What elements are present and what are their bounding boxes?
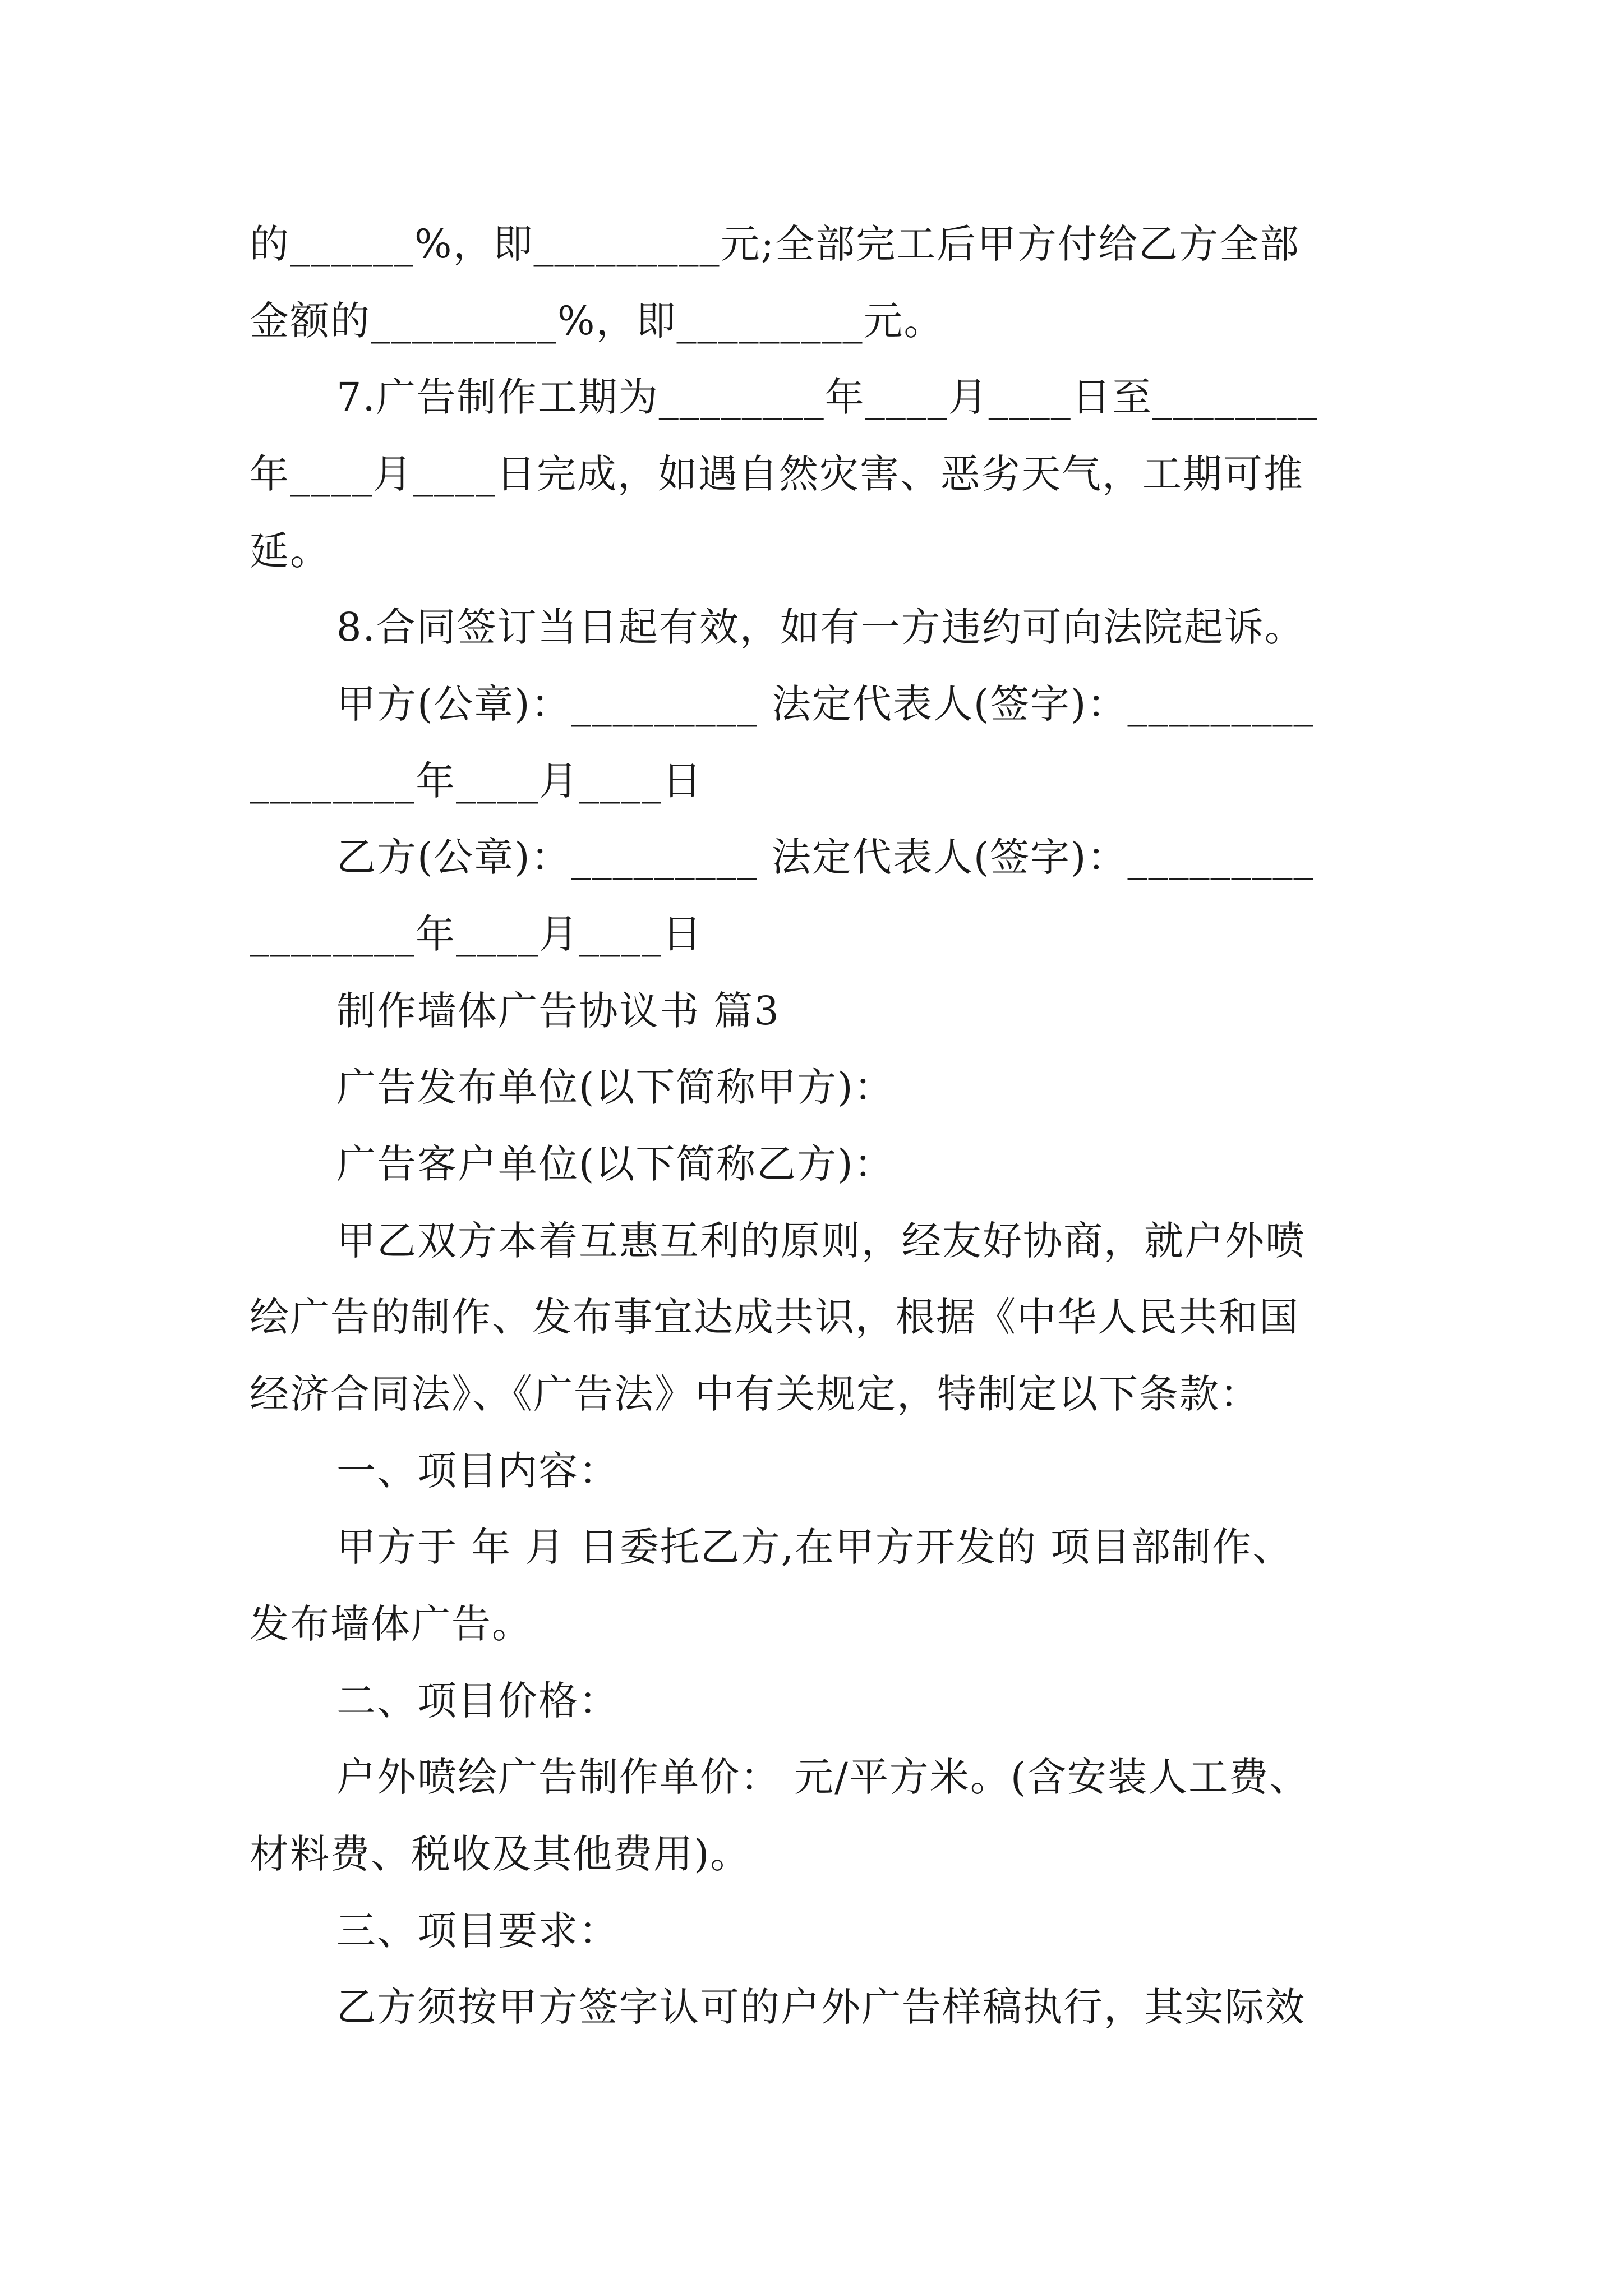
text-line: 发布墙体广告。 [250, 1601, 532, 1647]
section-heading: 二、项目价格： [336, 1678, 619, 1724]
text-line: 年____月____日完成，如遇自然灾害、恶劣天气，工期可推 [250, 451, 1304, 497]
section-heading: 三、项目要求： [336, 1908, 619, 1954]
text-line: 绘广告的制作、发布事宜达成共识，根据《中华人民共和国 [250, 1294, 1299, 1340]
text-line: 乙方须按甲方签字认可的户外广告样稿执行，其实际效 [336, 1984, 1306, 2030]
text-line: 广告客户单位(以下简称乙方)： [336, 1141, 895, 1187]
text-line: 甲方于 年 月 日委托乙方,在甲方开发的 项目部制作、 [336, 1524, 1293, 1570]
signature-line-party-b: 乙方(公章)：_________ 法定代表人(签字)：_________ [336, 834, 1315, 880]
text-line: 的______%，即_________元;全部完工后甲方付给乙方全部 [250, 221, 1301, 267]
text-line: 材料费、税收及其他费用)。 [250, 1831, 751, 1877]
date-line: ________年____月____日 [250, 758, 703, 804]
section-heading: 一、项目内容： [336, 1448, 619, 1494]
text-line: 8.合同签订当日起有效，如有一方违约可向法院起诉。 [336, 604, 1305, 650]
date-line: ________年____月____日 [250, 911, 703, 957]
text-line: 经济合同法》、《广告法》中有关规定，特制定以下条款： [250, 1371, 1260, 1417]
text-line: 广告发布单位(以下简称甲方)： [336, 1064, 895, 1110]
text-line: 7.广告制作工期为________年____月____日至________ [336, 374, 1318, 420]
text-line: 金额的_________%，即_________元。 [250, 298, 944, 344]
signature-line-party-a: 甲方(公章)：_________ 法定代表人(签字)：_________ [336, 681, 1315, 727]
section-title: 制作墙体广告协议书 篇3 [336, 988, 780, 1034]
text-line: 延。 [250, 528, 330, 574]
text-line: 户外喷绘广告制作单价： 元/平方米。(含安装人工费、 [336, 1754, 1310, 1800]
text-line: 甲乙双方本着互惠互利的原则，经友好协商，就户外喷 [336, 1218, 1306, 1264]
